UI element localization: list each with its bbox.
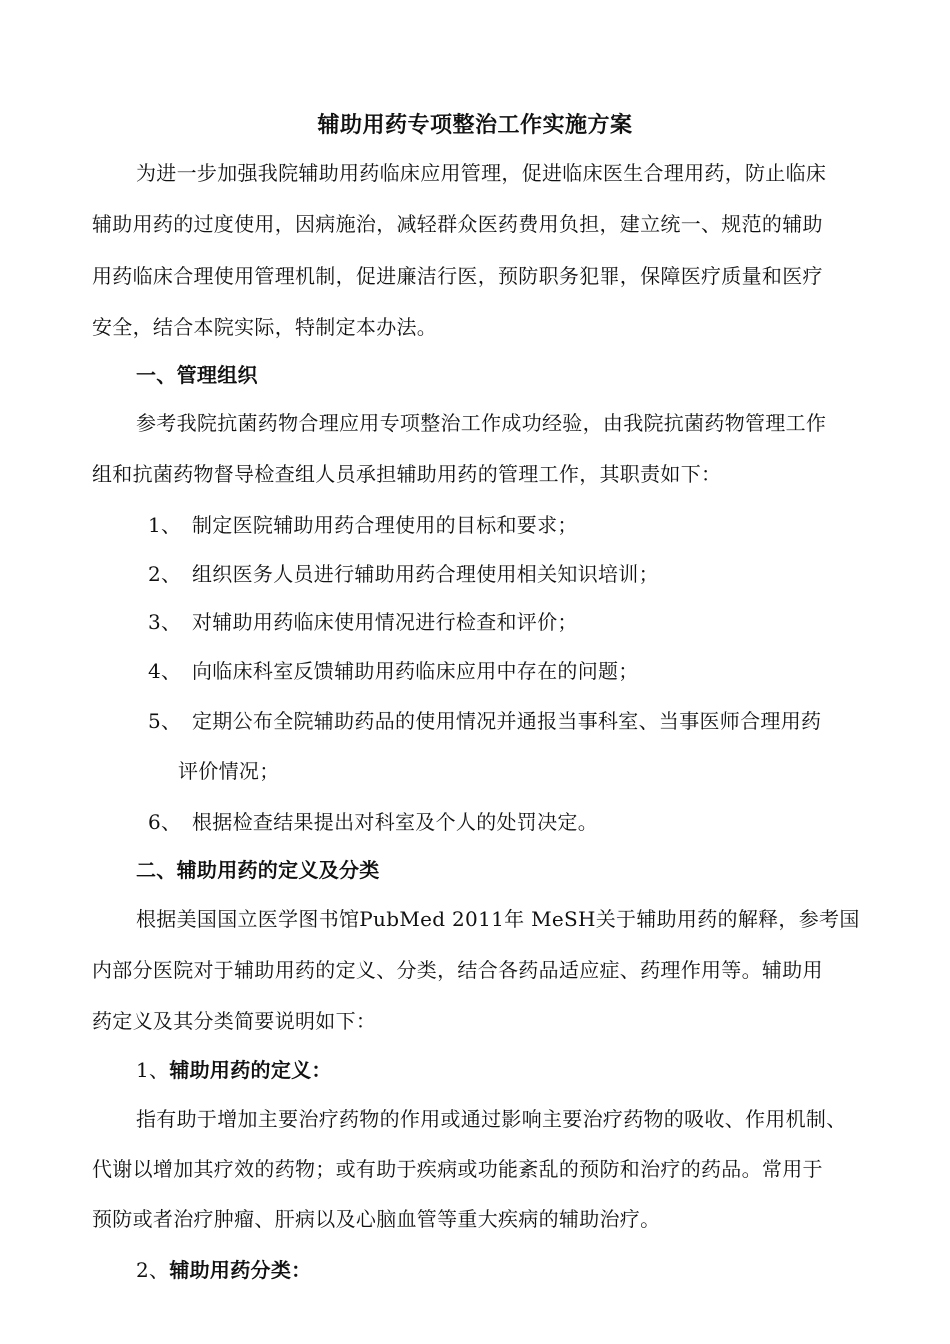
subsection-heading — [136, 1256, 311, 1284]
list-item-text: 定期公布全院辅助药品的使用情况并通报当事科室、当事医师合理用药 — [192, 709, 822, 733]
list-item-number: 6、 — [148, 810, 182, 834]
section2-paragraph-line: 药定义及其分类简要说明如下： — [92, 1009, 377, 1033]
list-item — [148, 707, 821, 735]
intro-line: 用药临床合理使用管理机制，促进廉洁行医，预防职务犯罪，保障医疗质量和医疗 — [92, 264, 823, 288]
list-item-text: 组织医务人员进行辅助用药合理使用相关知识培训； — [192, 562, 659, 586]
subsection-heading — [136, 1056, 332, 1084]
list-item — [148, 808, 598, 836]
sub1-paragraph-line: 代谢以增加其疗效的药物；或有助于疾病或功能紊乱的预防和治疗的药品。常用于 — [92, 1157, 823, 1181]
sub1-paragraph-line: 指有助于增加主要治疗药物的作用或通过影响主要治疗药物的吸收、作用机制、 — [136, 1107, 847, 1131]
section-heading-management: 一、管理组织 — [136, 363, 258, 387]
list-item — [148, 511, 578, 539]
intro-line: 辅助用药的过度使用，因病施治，减轻群众医药费用负担，建立统一、规范的辅助 — [92, 212, 823, 236]
subsection-title: 辅助用药分类： — [169, 1258, 312, 1282]
list-item — [148, 657, 639, 685]
section2-paragraph-line: 根据美国国立医学图书馆PubMed 2011年 MeSH关于辅助用药的解释，参考国 — [136, 907, 860, 931]
list-item — [148, 560, 659, 588]
section1-paragraph-line: 参考我院抗菌药物合理应用专项整治工作成功经验，由我院抗菌药物管理工作 — [136, 411, 827, 435]
list-item-number: 1、 — [148, 513, 182, 537]
list-item-number: 3、 — [148, 610, 182, 634]
list-item-text: 向临床科室反馈辅助用药临床应用中存在的问题； — [192, 659, 639, 683]
list-item-number: 2、 — [148, 562, 182, 586]
section2-paragraph-line: 内部分医院对于辅助用药的定义、分类，结合各药品适应症、药理作用等。辅助用 — [92, 958, 823, 982]
subsection-number: 1、 — [136, 1058, 170, 1082]
document-title: 辅助用药专项整治工作实施方案 — [317, 112, 633, 138]
list-item-number: 4、 — [148, 659, 182, 683]
subsection-title: 辅助用药的定义： — [169, 1058, 332, 1082]
section1-paragraph-line: 组和抗菌药物督导检查组人员承担辅助用药的管理工作，其职责如下： — [92, 462, 722, 486]
section-heading-definition: 二、辅助用药的定义及分类 — [136, 858, 380, 882]
subsection-number: 2、 — [136, 1258, 170, 1282]
list-item-text: 对辅助用药临床使用情况进行检查和评价； — [192, 610, 578, 634]
list-item-text: 制定医院辅助用药合理使用的目标和要求； — [192, 513, 578, 537]
intro-line: 安全，结合本院实际，特制定本办法。 — [92, 315, 438, 339]
list-item-continuation: 评价情况； — [178, 759, 280, 783]
list-item-number: 5、 — [148, 709, 182, 733]
list-item-text: 根据检查结果提出对科室及个人的处罚决定。 — [192, 810, 598, 834]
list-item — [148, 608, 578, 636]
sub1-paragraph-line: 预防或者治疗肿瘤、肝病以及心脑血管等重大疾病的辅助治疗。 — [92, 1207, 661, 1231]
intro-line: 为进一步加强我院辅助用药临床应用管理，促进临床医生合理用药，防止临床 — [136, 161, 827, 185]
